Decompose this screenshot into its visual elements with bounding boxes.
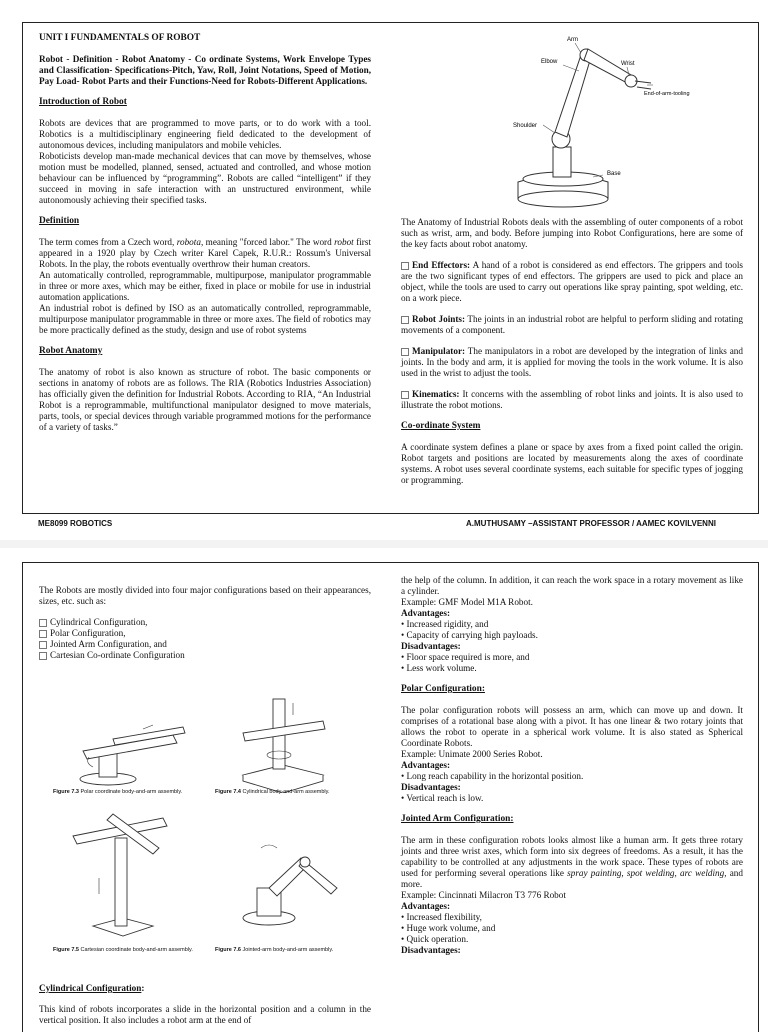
- document-page-1: [22, 22, 759, 514]
- cylindrical-body-arm-figure: [223, 693, 333, 793]
- intro-paragraph-1: Robots are devices that are programmed to move parts, or to do work with a tool. Robotics is a multidisciplinary engineering field dedicated to the development of autonomous devices, including manipulators and mobile vehicles.: [39, 118, 371, 150]
- polar-advantages-label: Advantages:: [401, 760, 451, 770]
- manipulator-paragraph: Manipulator: The manipulators in a robot are developed by the integration of links and joints. In the body and arm, it is applied for moving the tools in the work volume. It is also used in the wrist to adjust the tools.: [401, 346, 743, 378]
- definition-paragraph-3: An industrial robot is defined by ISO as an automatically controlled, reprogrammable, multipurpose manipulator programmable in three or more axes. The field of robotics may be more practically defined as the study, design and use of robot systems: [39, 303, 371, 335]
- robot-joints-paragraph: Robot Joints: The joints in an industrial robot are helpful to perform sliding and rotating movements of a component.: [401, 314, 743, 335]
- list-item: Cylindrical Configuration,: [39, 617, 371, 628]
- polar-disadvantages-label: Disadvantages:: [401, 782, 461, 792]
- cartesian-body-arm-figure: [63, 808, 183, 940]
- figure-7-3-caption: Figure 7.3 Polar coordinate body-and-arm assembly.: [53, 789, 183, 795]
- definition-heading: Definition: [39, 216, 80, 226]
- checkbox-bullet-icon: [39, 641, 47, 649]
- polar-body-arm-figure: [53, 721, 203, 791]
- configurations-list: [39, 617, 371, 661]
- list-item: • Vertical reach is low.: [401, 793, 484, 803]
- unit-title: UNIT I FUNDAMENTALS OF ROBOT: [39, 33, 201, 43]
- cylindrical-heading: Cylindrical Configuration:: [39, 983, 145, 993]
- unit-topics: Robot - Definition - Robot Anatomy - Co ordinate Systems, Work Envelope Types and Classification- Specifications-Pitch, Yaw, Roll, Joint Notations, Speed of Motion, Pay Load- Robot Parts and their Functions-Need for Robots-Different Applications.: [39, 54, 371, 86]
- coordinate-system-paragraph: A coordinate system defines a plane or space by axes from a fixed point called the origin. Robot targets and positions are located by measurements along the axes of coordinate systems. A robot uses several coordinate systems, each suitable for specific types of jogging or programming.: [401, 442, 743, 485]
- page2-left-column: [39, 585, 371, 671]
- definition-paragraph-1: The term comes from a Czech word, robota, meaning "forced labor." The word robot first appeared in a 1920 play by Czech writer Karel Capek, R.U.R.: Rossum's Universal Robots. In the play, the robots eventually overthrow their human creators.: [39, 237, 371, 269]
- checkbox-bullet-icon: [401, 316, 409, 324]
- jointed-arm-heading: Jointed Arm Configuration:: [401, 814, 514, 824]
- list-item: • Long reach capability in the horizontal position.: [401, 771, 584, 781]
- checkbox-bullet-icon: [39, 619, 47, 627]
- list-item: • Increased flexibility,: [401, 912, 482, 922]
- list-item: Cartesian Co-ordinate Configuration: [39, 650, 371, 661]
- document-page-2: [22, 562, 759, 1032]
- list-item: • Floor space required is more, and: [401, 652, 530, 662]
- list-item: Polar Configuration,: [39, 628, 371, 639]
- page2-left-bottom: [39, 983, 371, 1032]
- jointed-advantages-label: Advantages:: [401, 901, 451, 911]
- checkbox-bullet-icon: [401, 348, 409, 356]
- intro-heading: Introduction of Robot: [39, 97, 127, 107]
- label-base: Base: [607, 171, 621, 177]
- page2-right-column: [401, 575, 743, 956]
- polar-example: Example: Unimate 2000 Series Robot.: [401, 749, 543, 759]
- checkbox-bullet-icon: [401, 262, 409, 270]
- definition-paragraph-2: An automatically controlled, reprogrammable, multipurpose, manipulator programmable in three or more axes, which may be either, fixed in place or mobile for use in industrial automation applications.: [39, 270, 371, 302]
- list-item: • Huge work volume, and: [401, 923, 496, 933]
- checkbox-bullet-icon: [39, 630, 47, 638]
- page1-left-column: [39, 33, 371, 443]
- jointed-arm-example: Example: Cincinnati Milacron T3 776 Robot: [401, 890, 566, 900]
- cylindrical-paragraph: This kind of robots incorporates a slide in the horizontal position and a column in the vertical position. It also includes a robot arm at the end of: [39, 1004, 371, 1025]
- jointed-disadvantages-label: Disadvantages:: [401, 945, 461, 955]
- label-elbow: Elbow: [541, 59, 558, 65]
- anatomy-paragraph: The anatomy of robot is also known as structure of robot. The basic components or sections in anatomy of robots are as follows. The RIA (Robotics Industries Association) has officially given the definition for Industrial Robots. According to RIA, “An Industrial Robot is a reprogrammable, multifunctional manipulator designed to move materials, parts, tools, or special devices through variable programmed motions for the performance of a variety of tasks.”: [39, 367, 371, 432]
- page-separator: [0, 540, 768, 548]
- list-item: • Quick operation.: [401, 934, 469, 944]
- figure-7-4-caption: Figure 7.4 Cylindrical body-and-arm assembly.: [215, 789, 330, 795]
- label-end-of-arm-tooling: End-of-arm-tooling: [644, 91, 690, 97]
- base-bottom: [518, 191, 608, 207]
- label-shoulder: Shoulder: [513, 123, 538, 129]
- jointed-arm-body-arm-figure: [229, 838, 349, 938]
- configurations-intro: The Robots are mostly divided into four major configurations based on their appearances, sizes, etc. such as:: [39, 585, 371, 606]
- list-item: Jointed Arm Configuration, and: [39, 639, 371, 650]
- jointed-arm-paragraph: The arm in these configuration robots looks almost like a human arm. It gets three rotary joints and three wrist axes, which form into six degrees of freedoms. As a result, it has the capability to be controlled at any adjustments in the work space. These types of robots are used for performing several operations like spray painting, spot welding, arc welding, and more.: [401, 835, 743, 889]
- list-item: • Capacity of carrying high payloads.: [401, 630, 538, 640]
- cylindrical-continued: the help of the column. In addition, it can reach the work space in a rotary movement as like a cylinder.: [401, 575, 743, 596]
- list-item: • Less work volume.: [401, 663, 477, 673]
- anatomy-heading: Robot Anatomy: [39, 346, 103, 356]
- page1-right-column: [401, 217, 743, 496]
- cylindrical-example: Example: GMF Model M1A Robot.: [401, 597, 533, 607]
- list-item: • Increased rigidity, and: [401, 619, 489, 629]
- footer-author: A.MUTHUSAMY –ASSISTANT PROFESSOR / AAMEC KOVILVENNI: [466, 519, 716, 528]
- cylindrical-disadvantages-label: Disadvantages:: [401, 641, 461, 651]
- polar-paragraph: The polar configuration robots will possess an arm, which can move up and down. It comprises of a rotational base along with a pivot. It has one linear & two rotary joints that allows the robot to operate in a spherical work volume. It is also stated as Spherical Coordinate Robots.: [401, 705, 743, 748]
- checkbox-bullet-icon: [401, 391, 409, 399]
- footer-course: ME8099 ROBOTICS: [38, 519, 113, 528]
- coordinate-system-heading: Co-ordinate System: [401, 421, 481, 431]
- label-arm: Arm: [567, 37, 578, 43]
- end-effectors-paragraph: End Effectors: A hand of a robot is considered as end effectors. The grippers and tools are the two significant types of end effectors. The grippers are used to pick and place an object, while the tools are used to carry out operations like spray painting, spot welding, etc. on a work piece.: [401, 260, 743, 303]
- anatomy-intro-paragraph: The Anatomy of Industrial Robots deals with the assembling of outer components of a robot such as wrist, arm, and body. Before jumping into Robot Configurations, here are some of the key facts about robot anatomy.: [401, 217, 743, 249]
- figure-7-6-caption: Figure 7.6 Jointed-arm body-and-arm assembly.: [215, 947, 334, 953]
- polar-heading: Polar Configuration:: [401, 684, 485, 694]
- robot-anatomy-figure: [463, 27, 703, 211]
- checkbox-bullet-icon: [39, 652, 47, 660]
- cylindrical-advantages-label: Advantages:: [401, 608, 451, 618]
- kinematics-paragraph: Kinematics: It concerns with the assembling of robot links and joints. It is also used to illustrate the robot motions.: [401, 389, 743, 410]
- intro-paragraph-2: Roboticists develop man-made mechanical devices that can move by themselves, whose motion must be modelled, planned, sensed, actuated and controlled, and whose motion behaviour can be influenced by “programming”. Robots are called “intelligent” if they succeed in moving in safe interaction with an unstructured environment, while autonomously achieving their specified tasks.: [39, 151, 371, 205]
- label-wrist: Wrist: [621, 61, 635, 67]
- figure-7-5-caption: Figure 7.5 Cartesian coordinate body-and-arm assembly.: [53, 947, 193, 953]
